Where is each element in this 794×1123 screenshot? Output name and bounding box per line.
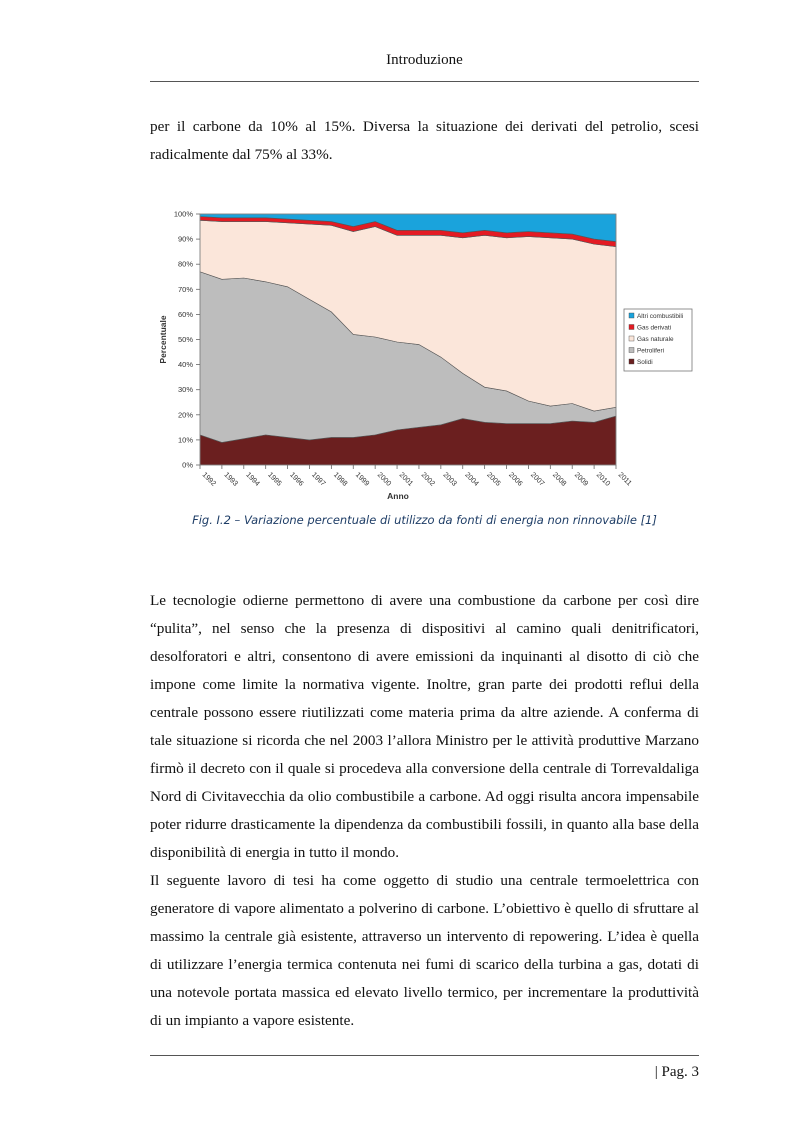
y-tick-label: 100% [173,209,193,219]
x-tick-label: 2003 [441,470,460,488]
x-tick-label: 2010 [594,470,613,488]
header-divider [150,81,699,82]
body-text [150,587,699,1035]
legend-label: Solidi [637,359,653,366]
legend-swatch [629,359,634,364]
x-tick-label: 2008 [550,470,569,488]
body-paragraph-1: Le tecnologie odierne permettono di avere una combustione da carbone per così dire “pulita”, nel senso che la presenza di dispositivi al camino quali denitrificatori, desolforatori e altri, consentono di avere emissioni da inquinanti al disotto di ciò che impone come limite la normativa vigente. Inoltre, gran parte dei prodotti reflui della centrale possono essere riutilizzati come materia prima da altre aziende. A conferma di tale situazione si ricorda che nel 2003 l’allora Ministro per le attività produttive Marzano firmò il decreto con il quale si procedeva alla conversione della centrale di Torrevaldaliga Nord di Civitavecchia da olio combustibile a carbone. Ad oggi risulta ancora impensabile poter ridurre drasticamente la dipendenza da combustibili fossili, in quanto alla base della disponibilità di energia in tutto il mondo. [150,592,699,861]
legend-swatch [629,325,634,330]
legend-label: Gas derivati [637,324,672,332]
y-tick-label: 10% [177,435,193,445]
x-tick-label: 2011 [616,470,634,488]
chart-plot-area [200,214,616,465]
footer-divider [150,1055,699,1056]
x-tick-label: 1995 [266,470,284,488]
x-tick-label: 2006 [507,470,525,488]
y-tick-label: 90% [177,234,193,244]
legend-swatch [629,313,634,318]
x-tick-label: 2005 [485,470,503,488]
x-tick-label: 1993 [222,470,241,488]
x-tick-label: 2002 [419,470,438,488]
x-tick-label: 2007 [529,470,547,488]
x-tick-label: 2009 [572,470,591,488]
legend-swatch [629,336,634,341]
body-paragraph-2: Il seguente lavoro di tesi ha come oggetto di studio una centrale termoelettrica con generatore di vapore alimentato a polverino di carbone. L’obiettivo è quello di sfruttare al massimo la centrale già esistente, attraverso un intervento di repowering. L’idea è quella di utilizzare l’energia termica contenuta nei fumi di scarico della turbina a gas, dotati di una notevole portata massica ed elevato livello termico, per incrementare la produttività di un impianto a vapore esistente. [150,872,699,1029]
page-number: | Pag. 3 [654,1064,699,1080]
intro-paragraph [150,113,699,169]
legend-label: Petroliferi [637,347,664,355]
running-header: Introduzione [386,52,463,68]
energy-share-area-chart [155,202,695,502]
legend-label: Gas naturale [637,336,674,343]
x-tick-label: 2004 [463,470,482,488]
y-tick-label: 20% [177,410,193,420]
x-axis-title: Anno [387,491,409,501]
y-tick-label: 40% [177,360,193,370]
x-tick-label: 2001 [397,470,416,488]
y-tick-label: 80% [177,259,193,269]
y-tick-label: 50% [177,335,193,344]
y-axis-title: Percentuale [158,315,168,364]
x-tick-label: 1998 [331,470,350,488]
legend-label: Altri combustibili [637,313,684,320]
x-tick-label: 1994 [244,470,263,488]
y-tick-label: 30% [177,385,193,395]
x-tick-label: 1996 [288,470,306,488]
chart-legend [624,309,692,371]
x-tick-label: 1992 [200,470,219,488]
x-tick-label: 1997 [310,470,328,488]
figure-caption: Fig. I.2 – Variazione percentuale di utilizzo da fonti di energia non rinnovabile [1] [192,513,657,527]
y-tick-label: 70% [177,284,193,294]
legend-swatch [629,348,634,353]
y-tick-label: 0% [182,460,193,470]
x-tick-label: 1999 [353,470,372,488]
x-tick-label: 2000 [375,470,394,488]
intro-text: per il carbone da 10% al 15%. Diversa la situazione dei derivati del petrolio, scesi radicalmente dal 75% al 33%. [150,118,699,163]
y-tick-label: 60% [177,309,193,319]
